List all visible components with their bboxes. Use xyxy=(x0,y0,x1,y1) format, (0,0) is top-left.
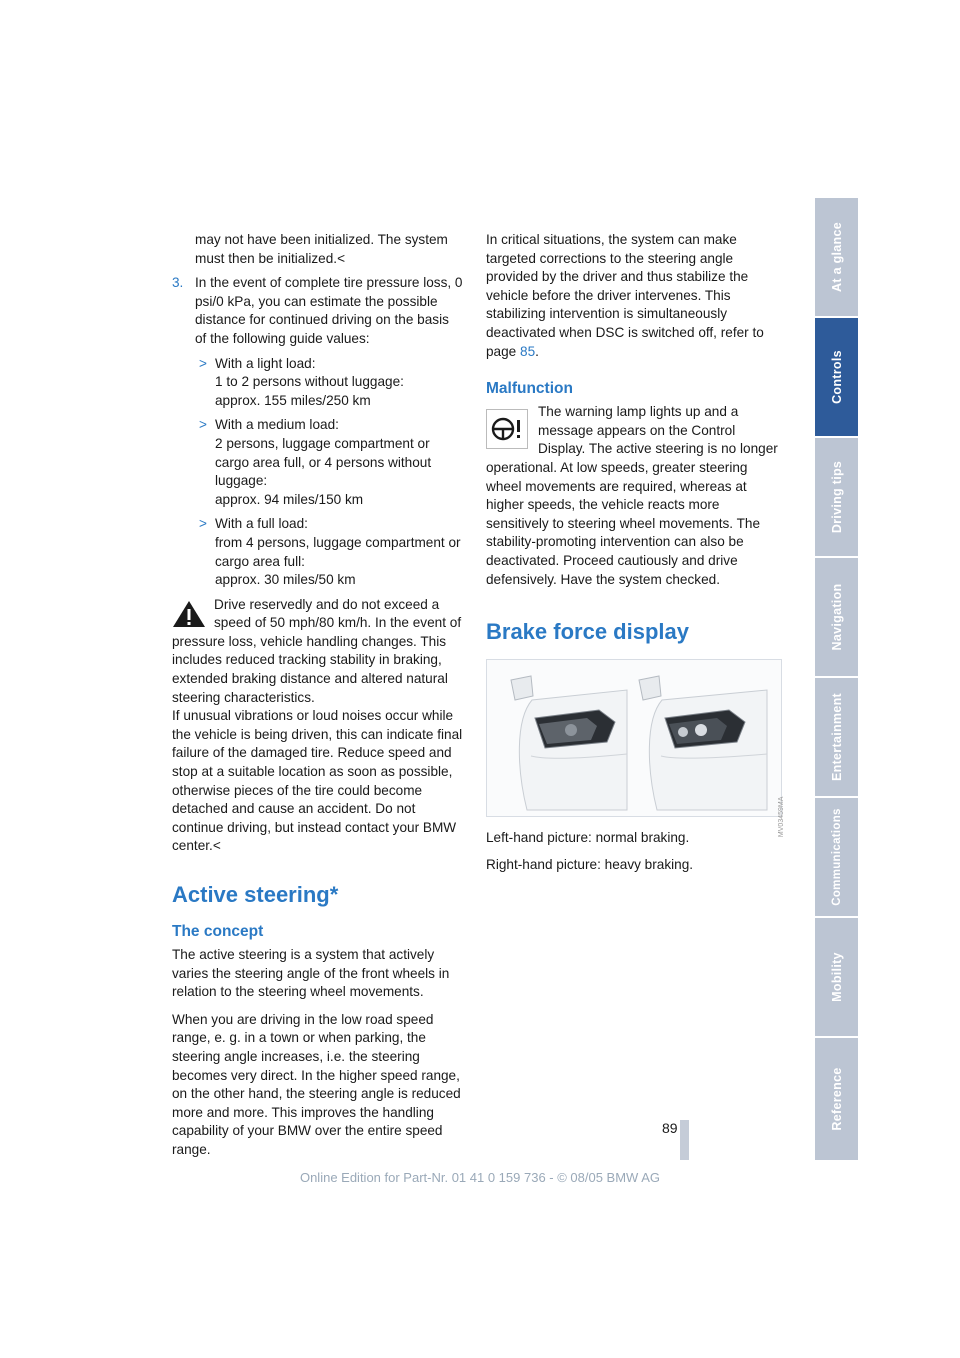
bullet-line: approx. 30 miles/50 km xyxy=(215,572,356,588)
brake-light-figure xyxy=(486,659,785,837)
bullet-line: With a light load: xyxy=(215,355,316,371)
heading-brake-force-display: Brake force display xyxy=(486,619,689,645)
right-column xyxy=(486,231,785,874)
end-mark: < xyxy=(337,250,346,266)
page-link[interactable]: 85 xyxy=(520,343,536,359)
page-number: 89 xyxy=(662,1120,678,1136)
sidebar-tab-driving-tips[interactable] xyxy=(815,438,858,556)
heading-the-concept: The concept xyxy=(172,923,264,940)
warning-triangle-icon xyxy=(172,600,206,628)
list-number: 3. xyxy=(172,275,184,291)
malfunction-note xyxy=(486,403,780,589)
sidebar-tab-label: Navigation xyxy=(829,583,844,651)
car-rear-heavy-braking xyxy=(639,676,767,810)
bullet-full-load xyxy=(172,515,464,589)
sidebar-tab-communications[interactable] xyxy=(815,798,858,916)
sidebar-tab-label: Reference xyxy=(829,1067,844,1131)
sidebar-tab-reference[interactable] xyxy=(815,1038,858,1160)
bullet-line: With a medium load: xyxy=(215,417,339,433)
bullet-mark: > xyxy=(199,355,207,371)
tail-light-illustration xyxy=(487,660,781,816)
sidebar-tab-label: Driving tips xyxy=(829,460,844,534)
heading-malfunction: Malfunction xyxy=(486,380,573,398)
sidebar-tab-entertainment[interactable] xyxy=(815,678,858,796)
left-column xyxy=(172,231,464,1160)
bullet-line: 1 to 2 persons without luggage: xyxy=(215,374,404,390)
bullet-mark: > xyxy=(199,417,207,433)
sidebar-tab-mobility[interactable] xyxy=(815,918,858,1036)
sidebar-tab-label: Mobility xyxy=(829,952,844,1002)
caption-right: Right-hand picture: heavy braking. xyxy=(486,856,694,872)
warning-text-2-body: If unusual vibrations or loud noises occur while the vehicle is being driven, this can indicate final failure of the damaged tire. Reduce speed and stop at a suitable location as soon as possible, otherwise pieces of the tire could become detached and cause an accident. Do not continue driving, but instead contact your BMW center. xyxy=(172,708,463,854)
bullet-line: 2 persons, luggage compartment or cargo area full, or 4 persons without luggage: xyxy=(215,435,432,489)
warning-note xyxy=(172,596,464,856)
caption-left: Left-hand picture: normal braking. xyxy=(486,830,690,846)
malfunction-text: The warning lamp lights up and a message appears on the Control Display. The active steering is no longer operational. At low speeds, greater steering wheel movements are required, whereas at higher speeds, the vehicle reacts more sensitively to steering wheel movements. The stability-promoting intervention can also be deactivated. Proceed cautiously and drive defensively. Have the system checked. xyxy=(486,404,778,587)
bullet-line: from 4 persons, luggage compartment or cargo area full: xyxy=(215,534,461,569)
car-rear-normal-braking xyxy=(511,676,627,810)
period: . xyxy=(535,343,539,359)
critical-text: In critical situations, the system can make targeted corrections to the steering angle provided by the driver and thus stabilize the vehicle before the driver intervenes. This stabilizing intervention is simultaneously deactivated when DSC is switched off, refer to page xyxy=(486,232,764,359)
list-item-3 xyxy=(172,274,464,348)
sidebar-tab-navigation[interactable] xyxy=(815,558,858,676)
figure-code: MV03459MA xyxy=(777,796,785,837)
bullet-light-load xyxy=(172,355,464,411)
end-mark: < xyxy=(212,838,221,854)
sidebar-tab-label: Controls xyxy=(829,350,844,404)
paragraph-init-text: may not have been initialized. The system must then be initialized. xyxy=(195,232,448,266)
steering-warning-lamp-icon xyxy=(486,409,528,449)
concept-paragraph-2: When you are driving in the low road speed range, e. g. in a town or when parking, the steering angle increases, i.e. the steering becomes very direct. In the higher speed range, on the other hand, the steering angle is reduced more and more. This improves the handling capability of your BMW over the entire speed range. xyxy=(172,1011,461,1157)
bullet-line: With a full load: xyxy=(215,516,308,532)
sidebar-tab-label: At a glance xyxy=(829,222,844,292)
bullet-mark: > xyxy=(199,516,207,532)
bullet-line: approx. 94 miles/150 km xyxy=(215,491,364,507)
footer-edition: Online Edition for Part-Nr. 01 41 0 159 736 - © 08/05 BMW AG xyxy=(299,1170,661,1185)
warning-text-2 xyxy=(172,707,464,856)
warning-text-1: Drive reservedly and do not exceed a speed of 50 mph/80 km/h. In the event of pressure loss, vehicle handling changes. This includes reduced tracking stability in braking, extended braking distance and altered natural steering characteristics. xyxy=(172,596,462,705)
sidebar-tab-label: Entertainment xyxy=(829,693,844,781)
bullet-line: approx. 155 miles/250 km xyxy=(215,392,371,408)
page-number-bar xyxy=(680,1120,689,1160)
sidebar-tab-label: Communications xyxy=(830,808,843,906)
sidebar-tab-controls[interactable] xyxy=(815,318,858,436)
chapter-sidebar xyxy=(815,198,858,1160)
paragraph-init xyxy=(172,231,464,268)
sidebar-tab-at-a-glance[interactable] xyxy=(815,198,858,316)
critical-paragraph xyxy=(486,231,780,361)
bullet-medium-load xyxy=(172,416,464,509)
concept-paragraph-1: The active steering is a system that actively varies the steering angle of the front wheels in relation to the steering wheel movements. xyxy=(172,947,450,1000)
list-item-text: In the event of complete tire pressure loss, 0 psi/0 kPa, you can estimate the possible distance for continued driving on the basis of the following guide values: xyxy=(195,275,463,346)
heading-active-steering: Active steering* xyxy=(172,882,339,907)
